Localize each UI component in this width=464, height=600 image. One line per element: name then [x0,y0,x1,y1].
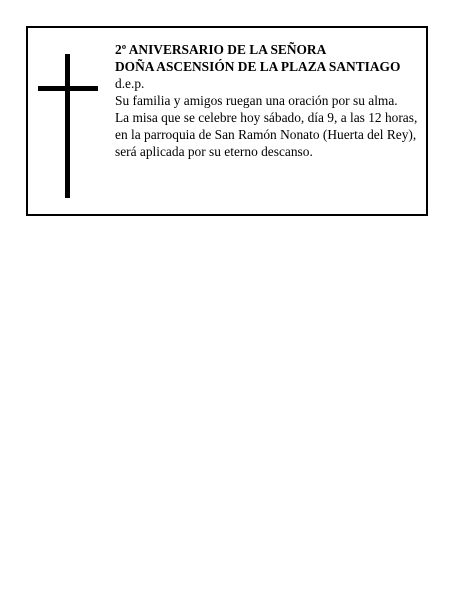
notice-rip: d.e.p. [115,76,145,91]
cross-vertical-bar [65,54,70,198]
notice-heading-line1: 2º ANIVERSARIO DE LA SEÑORA [115,42,327,57]
obituary-notice [26,26,428,216]
notice-mass-text: La misa que se celebre hoy sábado, día 9, a las 12 horas, en la parroquia de San Ramón Nonato (Huerta del Rey), será aplicada por su eterno descanso. [115,110,418,159]
notice-family-line: Su familia y amigos ruegan una oración por su alma. [115,93,398,108]
cross-horizontal-bar [38,86,98,91]
notice-text [115,41,420,160]
cross-icon [38,54,98,198]
notice-heading-line2: DOÑA ASCENSIÓN DE LA PLAZA SANTIAGO [115,59,401,74]
